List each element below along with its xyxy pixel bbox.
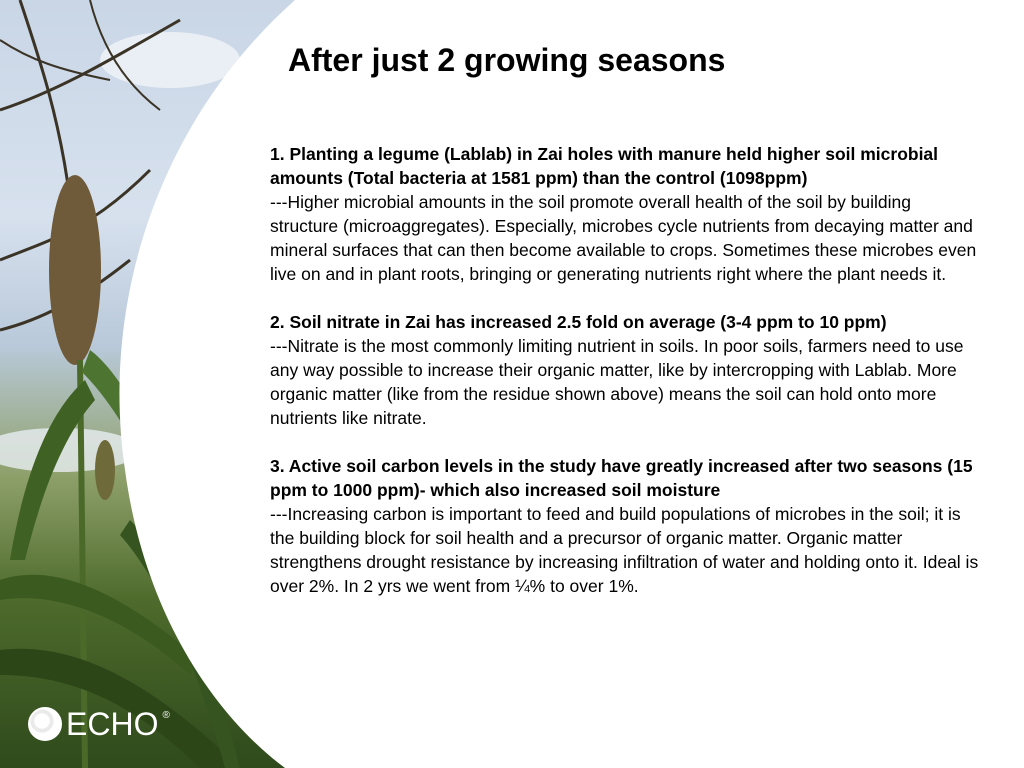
point-1-heading: 1. Planting a legume (Lablab) in Zai holes with manure held higher soil microbial amounts (Total bacteria at 1581 ppm) than the control (1098ppm) <box>270 144 939 188</box>
point-3-text: ---Increasing carbon is important to feed and build populations of microbes in the soil; it is the building block for soil health and a precursor of organic matter. Organic matter strengthens drought resistance by increasing infiltration of water and holding onto it. Ideal is over 2%. In 2 yrs we went from ¼% to over 1%. <box>270 504 979 596</box>
registered-mark: ® <box>162 710 170 721</box>
point-2-text: ---Nitrate is the most commonly limiting nutrient in soils. In poor soils, farmers need to use any way possible to increase their organic matter, like by intercropping with Lablab. More organic matter (like from the residue shown above) means the soil can hold onto more nutrients like nitrate. <box>270 336 964 428</box>
point-2 <box>270 310 982 430</box>
point-1-text: ---Higher microbial amounts in the soil promote overall health of the soil by building structure (microaggregates). Especially, microbes cycle nutrients from decaying matter and mineral surfaces that can then become available to crops. Sometimes these microbes even live on and in plant roots, bringing or generating nutrients right where the plant needs it. <box>270 192 977 284</box>
point-1 <box>270 142 982 286</box>
echo-logo <box>28 706 170 742</box>
echo-logo-icon <box>28 707 62 741</box>
point-3 <box>270 454 982 598</box>
point-3-heading: 3. Active soil carbon levels in the study have greatly increased after two seasons (15 ppm to 1000 ppm)- which also increased soil moisture <box>270 456 973 500</box>
slide-title: After just 2 growing seasons <box>288 42 726 78</box>
slide-body <box>270 142 982 622</box>
echo-logo-text: ECHO <box>66 706 159 742</box>
point-2-heading: 2. Soil nitrate in Zai has increased 2.5 fold on average (3-4 ppm to 10 ppm) <box>270 312 887 332</box>
